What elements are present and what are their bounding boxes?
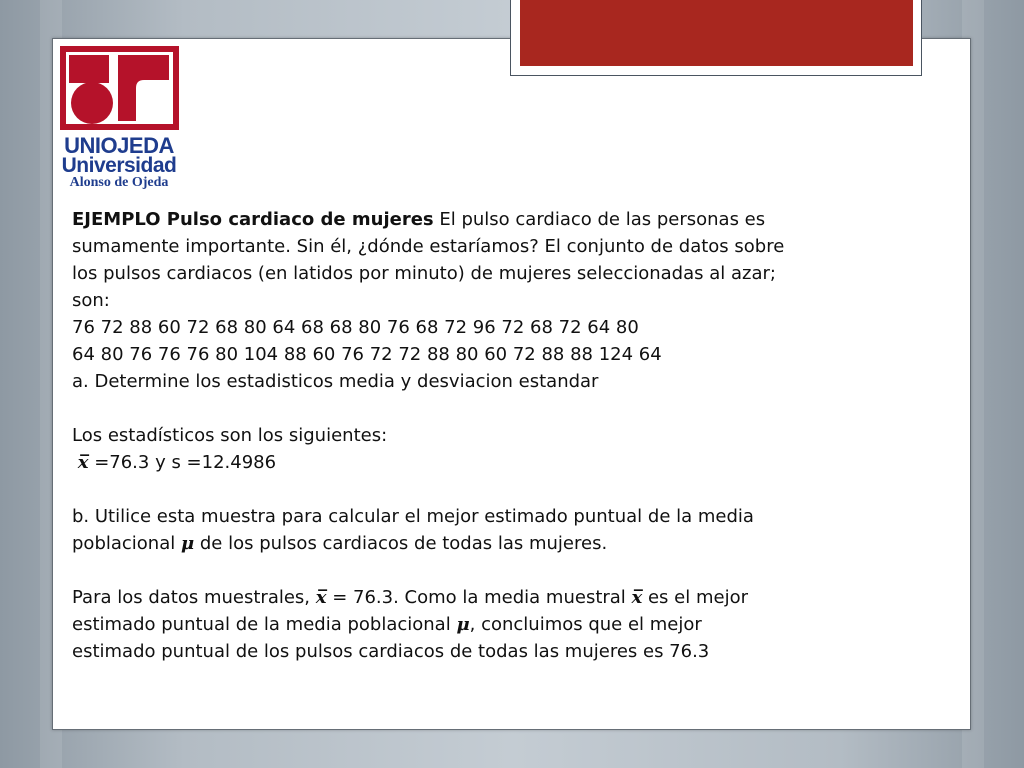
answer-text: = 76.3. Como la media muestral [326,587,632,608]
intro-line: son: [72,290,110,311]
intro-line: sumamente importante. Sin él, ¿dónde estaríamos? El conjunto de datos sobre [72,236,785,257]
mu-symbol: μ [180,533,195,554]
logo-text-uniojeda: UNIOJEDA [64,133,174,158]
answer-text: Para los datos muestrales, [72,587,316,608]
logo-text-universidad: Universidad [61,154,177,177]
stats-heading: Los estadísticos son los siguientes: [72,425,388,446]
question-b-text: poblacional [72,533,181,554]
answer-text: , concluimos que el mejor [469,614,702,635]
answer-line: estimado puntual de los pulsos cardiacos de todas las mujeres es 76.3 [72,641,710,662]
example-title: EJEMPLO Pulso cardiaco de mujeres [72,209,434,230]
answer-line [72,611,952,638]
answer-line [72,584,952,611]
accent-block [520,0,913,66]
mu-symbol: μ [456,614,470,635]
data-values-line: 64 80 76 76 76 80 104 88 60 76 72 72 88 80 60 72 88 88 124 64 [72,344,662,365]
x-bar-symbol: x̅ [77,452,89,473]
stats-values: =76.3 y s =12.4986 [88,452,277,473]
answer-text: es el mejor [642,587,748,608]
logo-text-alonso-de-ojeda: Alonso de Ojeda [69,175,169,190]
slide-content [72,206,952,665]
intro-line: los pulsos cardiacos (en latidos por minuto) de mujeres seleccionadas al azar; [72,263,776,284]
question-b-line: b. Utilice esta muestra para calcular el mejor estimado puntual de la media [72,506,754,527]
answer-text: estimado puntual de la media poblacional [72,614,457,635]
question-a: a. Determine los estadisticos media y desviacion estandar [72,371,599,392]
x-bar-symbol: x̅ [315,587,327,608]
question-b-text: de los pulsos cardiacos de todas las mujeres. [194,533,608,554]
intro-line [72,206,952,233]
data-values-line: 76 72 88 60 72 68 80 64 68 68 80 76 68 72 96 72 68 72 64 80 [72,317,639,338]
question-b-line [72,530,952,557]
intro-text: El pulso cardiaco de las personas es [433,209,766,230]
x-bar-symbol: x̅ [631,587,643,608]
stats-values-line [72,449,952,476]
